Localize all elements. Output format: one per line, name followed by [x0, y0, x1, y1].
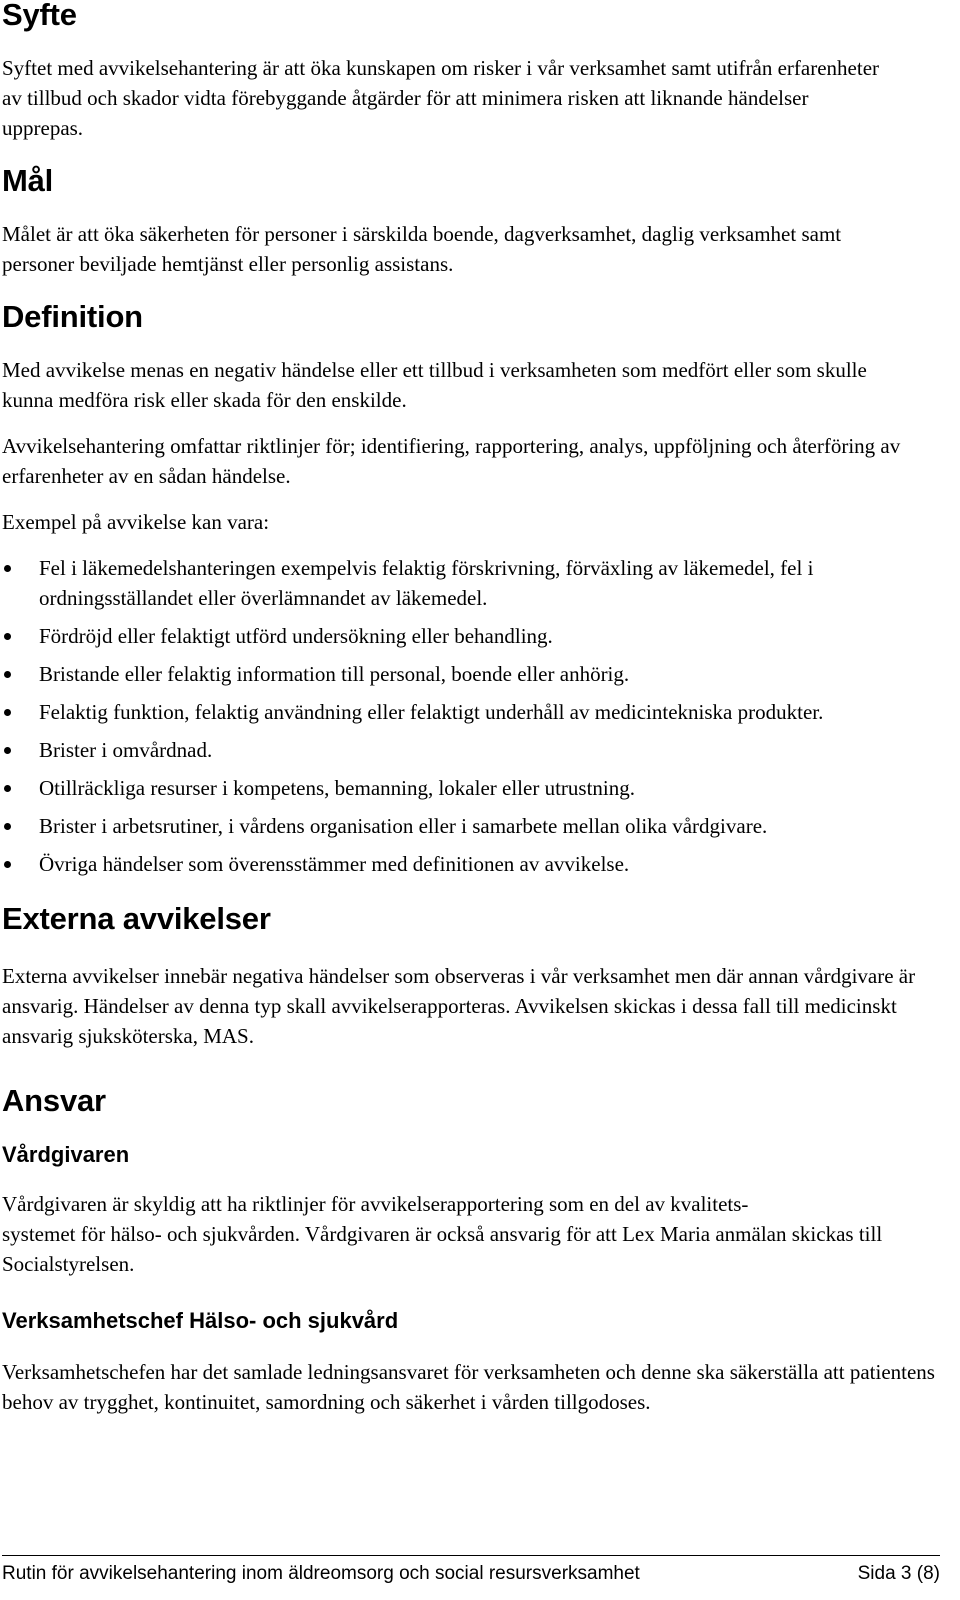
footer-page-number: Sida 3 (8): [857, 1563, 940, 1584]
list-item: [2, 659, 947, 689]
heading-definition: Definition: [2, 299, 143, 334]
bullet-icon: [4, 785, 11, 792]
definition-para-3: Exempel på avvikelse kan vara:: [2, 510, 270, 534]
bullet-icon: [4, 671, 11, 678]
bullet-icon: [4, 709, 11, 716]
heading-verksamhetschef: Verksamhetschef Hälso- och sjukvård: [2, 1308, 399, 1333]
heading-ansvar: Ansvar: [2, 1083, 106, 1118]
page-footer: [2, 1555, 940, 1586]
list-item: [2, 553, 947, 613]
example-list: [2, 553, 947, 879]
list-item-text: Fördröjd eller felaktigt utförd undersökning eller behandling.: [39, 624, 553, 648]
list-item-text: Brister i omvårdnad.: [39, 738, 213, 762]
bullet-icon: [4, 747, 11, 754]
heading-syfte: Syfte: [2, 0, 77, 32]
list-item: [2, 849, 947, 879]
mal-text: Målet är att öka säkerheten för personer i särskilda boende, dagverksamhet, daglig verksamhet samt personer beviljade hemtjänst eller personlig assistans.: [2, 222, 842, 276]
list-item: [2, 811, 947, 841]
footer-document-title: Rutin för avvikelsehantering inom äldreomsorg och social resursverksamhet: [2, 1563, 640, 1584]
list-item: [2, 621, 947, 651]
list-item-text: Fel i läkemedelshanteringen exempelvis felaktig förskrivning, förväxling av läkemedel, fel i ordningsställandet eller överlämnandet av läkemedel.: [39, 556, 814, 610]
bullet-icon: [4, 823, 11, 830]
bullet-icon: [4, 861, 11, 868]
vardgivaren-text-line-1: Vårdgivaren är skyldig att ha riktlinjer för avvikelserapportering som en del av kvalitets-: [2, 1192, 749, 1216]
bullet-icon: [4, 633, 11, 640]
vardgivaren-text: [2, 1189, 932, 1279]
bullet-icon: [4, 565, 11, 572]
heading-mal: Mål: [2, 163, 54, 198]
list-item: [2, 735, 947, 765]
list-item: [2, 697, 947, 727]
heading-vardgivaren: Vårdgivaren: [2, 1142, 130, 1167]
list-item: [2, 773, 947, 803]
syfte-text: Syftet med avvikelsehantering är att öka kunskapen om risker i vår verksamhet samt utifrån erfarenheter av tillbud och skador vidta förebyggande åtgärder för att minimera risken att liknande händelser upprepas.: [2, 56, 880, 140]
list-item-text: Felaktig funktion, felaktig användning eller felaktigt underhåll av medicintekniska produkter.: [39, 700, 824, 724]
definition-para-2: Avvikelsehantering omfattar riktlinjer för; identifiering, rapportering, analys, uppföljning och återföring av erfarenheter av en sådan händelse.: [2, 434, 901, 488]
list-item-text: Bristande eller felaktig information till personal, boende eller anhörig.: [39, 662, 630, 686]
verksamhetschef-text: Verksamhetschefen har det samlade ledningsansvaret för verksamheten och denne ska säkerställa att patientens behov av trygghet, kontinuitet, samordning och säkerhet i vården tillgodoses.: [2, 1360, 935, 1414]
list-item-text: Brister i arbetsrutiner, i vårdens organisation eller i samarbete mellan olika vårdgivare.: [39, 814, 768, 838]
heading-externa-avvikelser: Externa avvikelser: [2, 901, 271, 936]
vardgivaren-text-line-2: systemet för hälso- och sjukvården. Vårdgivaren är också ansvarig för att Lex Maria anmälan skickas till Socialstyrelsen.: [2, 1222, 883, 1276]
list-item-text: Övriga händelser som överensstämmer med definitionen av avvikelse.: [39, 852, 630, 876]
definition-para-1: Med avvikelse menas en negativ händelse eller ett tillbud i verksamheten som medfört eller som skulle kunna medföra risk eller skada för den enskilde.: [2, 358, 867, 412]
externa-text: Externa avvikelser innebär negativa händelser som observeras i vår verksamhet men där annan vårdgivare är ansvarig. Händelser av denna typ skall avvikelserapporteras. Avvikelsen skickas i dessa fall till medicinskt ansvarig sjuksköterska, MAS.: [2, 964, 916, 1048]
list-item-text: Otillräckliga resurser i kompetens, bemanning, lokaler eller utrustning.: [39, 776, 635, 800]
